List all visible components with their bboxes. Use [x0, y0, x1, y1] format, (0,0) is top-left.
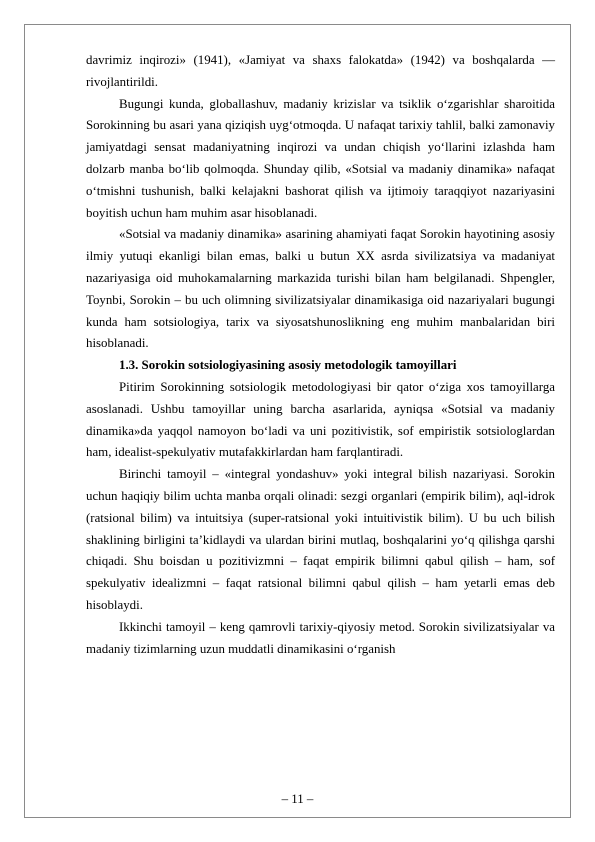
paragraph-significance: «Sotsial va madaniy dinamika» asarining ahamiyati faqat Sorokin hayotining asosiy ilmiy yutuqi ekanligi bilan emas, balki u butun XX asrda sivilizatsiya va madaniyat nazariyasiga oid muhokamalarning markazida turishi bilan ham belgilanadi. Shpengler, Toynbi, Sorokin – bu uch olimning sivilizatsiyalar dinamikasiga oid nazariyalari bugungi kunda ham sotsiologiya, tarix va siyosatshunoslikning eng muhim manbalaridan biri hisoblanadi. [86, 227, 555, 351]
paragraph-methodology-intro: Pitirim Sorokinning sotsiologik metodologiyasi bir qator o‘ziga xos tamoyillarga asoslanadi. Ushbu tamoyillar uning barcha asarlarida, ayniqsa «Sotsial va madaniy dinamika»da yaqqol namoyon bo‘ladi va uni pozitivistik, sof empiristik sotsiologlardan ham, idealist-spekulyativ mutafakkirlardan ham farqlantiradi. [86, 379, 555, 460]
section-heading: 1.3. Sorokin sotsiologiyasining asosiy metodologik tamoyillari [119, 358, 457, 373]
paragraph-first-principle: Birinchi tamoyil – «integral yondashuv» yoki integral bilish nazariyasi. Sorokin uchun haqiqiy bilim uchta manba orqali olinadi: sezgi organlari (empirik bilim), aql-idrok (ratsional bilim) va intuitsiya (super-ratsional yoki intuitivistik bilim). U bu uch bilish shaklining birligini ta’kidlaydi va ulardan birini mutlaq, boshqalarini yo‘q qilishga qarshi chiqadi. Shu boisdan u pozitivizmni – faqat empirik bilimni qabul qilish – ham, sof spekulyativ idealizmni – faqat ratsional bilimni qabul qilish – ham yetarli emas deb hisoblaydi. [86, 467, 555, 612]
paragraph-globalization: Bugungi kunda, globallashuv, madaniy krizislar va tsiklik o‘zgarishlar sharoitida Sorokinning bu asari yana qiziqish uyg‘otmoqda. U nafaqat tarixiy tahlil, balki zamonaviy jamiyatdagi sensat madaniyatning inqirozi va undan chiqish yo‘llarini izlashda ham dolzarb manba bo‘lib qolmoqda. Shunday qilib, «Sotsial va madaniy dinamika» nafaqat o‘tmishni tushunish, balki kelajakni bashorat qilish va ijtimoiy taraqqiyot nazariyasini boyitish uchun ham muhim asar hisoblanadi. [86, 96, 555, 220]
document-body [86, 50, 555, 660]
paragraph-second-principle: Ikkinchi tamoyil – keng qamrovli tarixiy-qiyosiy metod. Sorokin sivilizatsiyalar va madaniy tizimlarning uzun muddatli dinamikasini o‘rganish [86, 619, 555, 656]
paragraph-continuation: davrimiz inqirozi» (1941), «Jamiyat va shaxs falokatda» (1942) va boshqalarda — rivojlantirildi. [86, 53, 555, 89]
page-number: – 11 – [281, 792, 314, 806]
